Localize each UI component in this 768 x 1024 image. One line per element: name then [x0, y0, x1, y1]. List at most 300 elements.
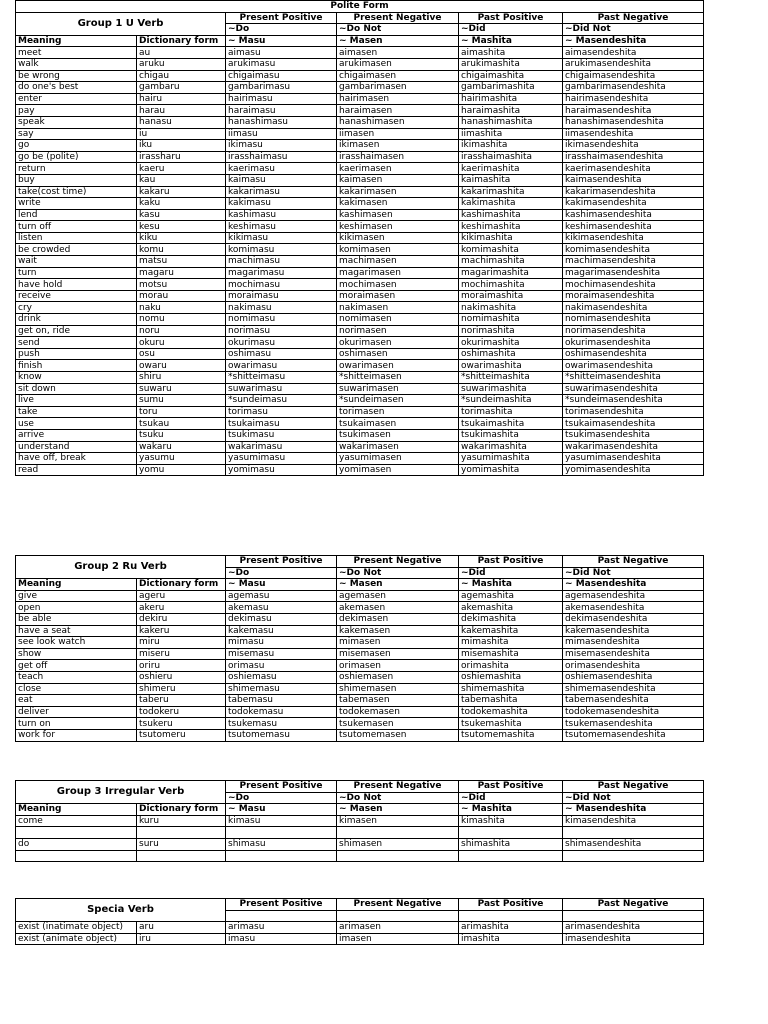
past-positive-cell: okurimashita — [459, 337, 563, 349]
dictionary-form-cell: yomu — [137, 464, 226, 476]
present-negative-cell: komimasen — [337, 244, 459, 256]
col-past-negative: Past Negative — [563, 781, 704, 793]
meaning-cell: go — [16, 140, 137, 152]
col-present-negative: Present Negative — [337, 556, 459, 568]
dictionary-form-cell: iku — [137, 140, 226, 152]
table-row — [16, 838, 704, 850]
meaning-cell: listen — [16, 232, 137, 244]
meaning-cell: send — [16, 337, 137, 349]
dictionary-form-cell: sumu — [137, 395, 226, 407]
dictionary-form-cell: aru — [137, 922, 226, 934]
present-negative-cell: haraimasen — [337, 105, 459, 117]
table-row — [16, 850, 704, 862]
present-positive-cell: arukimasu — [226, 58, 337, 70]
present-positive-cell: kakarimasu — [226, 186, 337, 198]
col-present-positive: Present Positive — [226, 12, 337, 24]
past-negative-cell: komimasendeshita — [563, 244, 704, 256]
present-positive-cell: akemasu — [226, 602, 337, 614]
present-negative-cell: tsukimasen — [337, 429, 459, 441]
present-negative-cell: irasshaimasen — [337, 151, 459, 163]
meaning-cell: drink — [16, 314, 137, 326]
col-present-positive: Present Positive — [226, 556, 337, 568]
past-negative-cell: arukimasendeshita — [563, 58, 704, 70]
dictionary-form-cell: kasu — [137, 209, 226, 221]
past-positive-cell: shimashita — [459, 838, 563, 850]
past-positive-cell: kaerimashita — [459, 163, 563, 175]
past-positive-cell: gambarimashita — [459, 82, 563, 94]
present-positive-cell: magarimasu — [226, 267, 337, 279]
dictionary-form-cell: todokeru — [137, 706, 226, 718]
past-positive-cell: oshiemashita — [459, 671, 563, 683]
past-positive-cell: *shitteimashita — [459, 372, 563, 384]
meaning-cell: do one's best — [16, 82, 137, 94]
dictionary-form-cell: irassharu — [137, 151, 226, 163]
group2-table — [15, 555, 704, 742]
present-negative-cell: kikimasen — [337, 232, 459, 244]
dictionary-form-cell: tsutomeru — [137, 729, 226, 741]
present-negative-cell: kakemasen — [337, 625, 459, 637]
table-row — [16, 93, 704, 105]
table-row — [16, 602, 704, 614]
meaning-cell: say — [16, 128, 137, 140]
past-negative-cell: kaerimasendeshita — [563, 163, 704, 175]
dictionary-form-cell: yasumu — [137, 453, 226, 465]
col-present-positive: Present Positive — [226, 899, 337, 911]
ending-header: ~ Masendeshita — [563, 35, 704, 47]
present-positive-cell: kikimasu — [226, 232, 337, 244]
past-negative-cell: kakemasendeshita — [563, 625, 704, 637]
present-negative-cell: kaimasen — [337, 174, 459, 186]
past-positive-cell: yasumimashita — [459, 453, 563, 465]
present-positive-cell: todokemasu — [226, 706, 337, 718]
past-negative-cell: akemasendeshita — [563, 602, 704, 614]
present-negative-cell: kashimasen — [337, 209, 459, 221]
meaning-cell — [16, 850, 137, 862]
past-positive-cell: akemashita — [459, 602, 563, 614]
table-row — [16, 372, 704, 384]
dictionary-form-cell: suru — [137, 838, 226, 850]
group-title: Group 2 Ru Verb — [16, 556, 226, 579]
present-positive-cell: dekimasu — [226, 613, 337, 625]
past-positive-cell: magarimashita — [459, 267, 563, 279]
table-row — [16, 82, 704, 94]
empty-cell — [226, 910, 337, 922]
table-row — [16, 151, 704, 163]
past-positive-cell: oshimashita — [459, 348, 563, 360]
past-negative-cell: norimasendeshita — [563, 325, 704, 337]
dictionary-form-cell — [137, 827, 226, 839]
dictionary-form-cell: kakaru — [137, 186, 226, 198]
meaning-cell: turn — [16, 267, 137, 279]
present-negative-cell: *shitteimasen — [337, 372, 459, 384]
past-positive-cell: komimashita — [459, 244, 563, 256]
past-negative-cell: wakarimasendeshita — [563, 441, 704, 453]
meaning-cell: do — [16, 838, 137, 850]
table-row — [16, 695, 704, 707]
past-positive-cell: shimemashita — [459, 683, 563, 695]
past-negative-cell: shimemasendeshita — [563, 683, 704, 695]
meaning-cell: turn off — [16, 221, 137, 233]
past-positive-cell: arimashita — [459, 922, 563, 934]
past-positive-cell: tsukimashita — [459, 429, 563, 441]
present-negative-cell: machimasen — [337, 256, 459, 268]
past-negative-cell: chigaimasendeshita — [563, 70, 704, 82]
past-negative-cell: oshimasendeshita — [563, 348, 704, 360]
meaning-cell: return — [16, 163, 137, 175]
dictionary-form-cell: okuru — [137, 337, 226, 349]
meaning-cell: sit down — [16, 383, 137, 395]
past-positive-cell: kimashita — [459, 815, 563, 827]
present-positive-cell: gambarimasu — [226, 82, 337, 94]
dictionary-form-cell: hairu — [137, 93, 226, 105]
past-negative-cell — [563, 850, 704, 862]
past-positive-cell: imashita — [459, 933, 563, 945]
present-negative-cell: misemasen — [337, 648, 459, 660]
past-negative-cell: mochimasendeshita — [563, 279, 704, 291]
table-row — [16, 302, 704, 314]
dictionary-form-cell: kau — [137, 174, 226, 186]
meaning-cell: meet — [16, 47, 137, 59]
table-row — [16, 337, 704, 349]
present-positive-cell: kaimasu — [226, 174, 337, 186]
present-positive-cell: kakemasu — [226, 625, 337, 637]
ending-header: ~ Masendeshita — [563, 804, 704, 816]
col-past-positive: Past Positive — [459, 899, 563, 911]
meaning-cell: get off — [16, 660, 137, 672]
past-negative-cell: hairimasendeshita — [563, 93, 704, 105]
present-positive-cell: mimasu — [226, 637, 337, 649]
ending-header: ~ Mashita — [459, 804, 563, 816]
table-row — [16, 279, 704, 291]
past-positive-cell: kakimashita — [459, 198, 563, 210]
present-positive-cell: agemasu — [226, 590, 337, 602]
group-title: Specia Verb — [16, 899, 226, 922]
past-negative-cell: orimasendeshita — [563, 660, 704, 672]
present-negative-cell: akemasen — [337, 602, 459, 614]
dictionary-form-cell: tsuku — [137, 429, 226, 441]
dictionary-form-cell: chigau — [137, 70, 226, 82]
table-row — [16, 590, 704, 602]
past-negative-cell: irasshaimasendeshita — [563, 151, 704, 163]
past-positive-cell: misemashita — [459, 648, 563, 660]
meaning-cell: close — [16, 683, 137, 695]
meaning-cell: buy — [16, 174, 137, 186]
present-negative-cell: kaerimasen — [337, 163, 459, 175]
empty-cell — [337, 910, 459, 922]
sub-header: ~Did — [459, 792, 563, 804]
table-row — [16, 383, 704, 395]
present-negative-cell: aimasen — [337, 47, 459, 59]
present-negative-cell: yasumimasen — [337, 453, 459, 465]
dictionary-form-cell: harau — [137, 105, 226, 117]
table-row — [16, 244, 704, 256]
present-negative-cell: keshimasen — [337, 221, 459, 233]
present-negative-cell: todokemasen — [337, 706, 459, 718]
sub-header: ~Did — [459, 567, 563, 579]
past-positive-cell: kikimashita — [459, 232, 563, 244]
past-negative-cell: moraimasendeshita — [563, 290, 704, 302]
meaning-cell: have a seat — [16, 625, 137, 637]
dictionary-form-cell: komu — [137, 244, 226, 256]
table-row — [16, 729, 704, 741]
table-row — [16, 671, 704, 683]
present-positive-cell: orimasu — [226, 660, 337, 672]
col-dictionary-form: Dictionary form — [137, 579, 226, 591]
past-positive-cell: irasshaimashita — [459, 151, 563, 163]
past-negative-cell: kikimasendeshita — [563, 232, 704, 244]
meaning-cell: know — [16, 372, 137, 384]
present-positive-cell: okurimasu — [226, 337, 337, 349]
present-negative-cell: arimasen — [337, 922, 459, 934]
present-positive-cell: shimasu — [226, 838, 337, 850]
meaning-cell: be wrong — [16, 70, 137, 82]
table-row — [16, 116, 704, 128]
ending-header: ~ Masu — [226, 804, 337, 816]
dictionary-form-cell: taberu — [137, 695, 226, 707]
past-negative-cell: *shitteimasendeshita — [563, 372, 704, 384]
present-negative-cell: moraimasen — [337, 290, 459, 302]
meaning-cell: enter — [16, 93, 137, 105]
table-row — [16, 922, 704, 934]
meaning-cell: live — [16, 395, 137, 407]
past-negative-cell: imasendeshita — [563, 933, 704, 945]
past-negative-cell: ikimasendeshita — [563, 140, 704, 152]
dictionary-form-cell: miru — [137, 637, 226, 649]
past-positive-cell: nakimashita — [459, 302, 563, 314]
meaning-cell: have off, break — [16, 453, 137, 465]
col-past-negative: Past Negative — [563, 899, 704, 911]
meaning-cell: work for — [16, 729, 137, 741]
past-positive-cell: wakarimashita — [459, 441, 563, 453]
present-positive-cell: tsukimasu — [226, 429, 337, 441]
col-past-positive: Past Positive — [459, 781, 563, 793]
present-positive-cell: tsukaimasu — [226, 418, 337, 430]
sub-header: ~Do — [226, 792, 337, 804]
meaning-cell: walk — [16, 58, 137, 70]
past-positive-cell: iimashita — [459, 128, 563, 140]
table-row — [16, 706, 704, 718]
past-positive-cell: yomimashita — [459, 464, 563, 476]
present-negative-cell: tsukemasen — [337, 718, 459, 730]
col-present-negative: Present Negative — [337, 899, 459, 911]
table-row — [16, 453, 704, 465]
present-positive-cell: imasu — [226, 933, 337, 945]
dictionary-form-cell: kaku — [137, 198, 226, 210]
past-negative-cell: yasumimasendeshita — [563, 453, 704, 465]
table-row — [16, 683, 704, 695]
table-row — [16, 718, 704, 730]
present-positive-cell: kaerimasu — [226, 163, 337, 175]
present-negative-cell: mochimasen — [337, 279, 459, 291]
present-positive-cell: arimasu — [226, 922, 337, 934]
present-negative-cell: owarimasen — [337, 360, 459, 372]
past-positive-cell: hairimashita — [459, 93, 563, 105]
present-negative-cell: kimasen — [337, 815, 459, 827]
present-negative-cell: gambarimasen — [337, 82, 459, 94]
ending-header: ~ Mashita — [459, 579, 563, 591]
past-positive-cell: suwarimashita — [459, 383, 563, 395]
col-present-negative: Present Negative — [337, 12, 459, 24]
table-row — [16, 815, 704, 827]
past-negative-cell: kakarimasendeshita — [563, 186, 704, 198]
present-positive-cell: moraimasu — [226, 290, 337, 302]
past-negative-cell: tabemasendeshita — [563, 695, 704, 707]
past-negative-cell: kakimasendeshita — [563, 198, 704, 210]
present-negative-cell — [337, 827, 459, 839]
group-title: Group 1 U Verb — [16, 12, 226, 35]
table-row — [16, 209, 704, 221]
present-negative-cell: mimasen — [337, 637, 459, 649]
past-negative-cell: nomimasendeshita — [563, 314, 704, 326]
sub-header: ~Do — [226, 567, 337, 579]
past-negative-cell: tsukemasendeshita — [563, 718, 704, 730]
present-positive-cell: tabemasu — [226, 695, 337, 707]
past-positive-cell: ikimashita — [459, 140, 563, 152]
table-row — [16, 140, 704, 152]
meaning-cell: be able — [16, 613, 137, 625]
past-positive-cell: todokemashita — [459, 706, 563, 718]
col-present-negative: Present Negative — [337, 781, 459, 793]
table-row — [16, 360, 704, 372]
table-row — [16, 406, 704, 418]
sub-header: ~Do Not — [337, 567, 459, 579]
table-row — [16, 827, 704, 839]
dictionary-form-cell: morau — [137, 290, 226, 302]
past-negative-cell: *sundeimasendeshita — [563, 395, 704, 407]
past-positive-cell: hanashimashita — [459, 116, 563, 128]
dictionary-form-cell — [137, 850, 226, 862]
past-positive-cell: tabemashita — [459, 695, 563, 707]
past-negative-cell: iimasendeshita — [563, 128, 704, 140]
past-positive-cell: owarimashita — [459, 360, 563, 372]
dictionary-form-cell: shiru — [137, 372, 226, 384]
present-positive-cell: yomimasu — [226, 464, 337, 476]
present-positive-cell — [226, 850, 337, 862]
table-row — [16, 660, 704, 672]
dictionary-form-cell: au — [137, 47, 226, 59]
ending-header: ~ Masu — [226, 579, 337, 591]
past-positive-cell: haraimashita — [459, 105, 563, 117]
dictionary-form-cell: magaru — [137, 267, 226, 279]
meaning-cell: use — [16, 418, 137, 430]
present-positive-cell: shimemasu — [226, 683, 337, 695]
dictionary-form-cell: miseru — [137, 648, 226, 660]
past-positive-cell: kaimashita — [459, 174, 563, 186]
past-negative-cell: tsukimasendeshita — [563, 429, 704, 441]
meaning-cell: finish — [16, 360, 137, 372]
group-title: Group 3 Irregular Verb — [16, 781, 226, 804]
present-positive-cell: yasumimasu — [226, 453, 337, 465]
dictionary-form-cell: kiku — [137, 232, 226, 244]
meaning-cell: exist (inatimate object) — [16, 922, 137, 934]
meaning-cell: have hold — [16, 279, 137, 291]
ending-header: ~ Mashita — [459, 35, 563, 47]
past-negative-cell: shimasendeshita — [563, 838, 704, 850]
ending-header: ~ Masendeshita — [563, 579, 704, 591]
past-positive-cell — [459, 827, 563, 839]
meaning-cell: wait — [16, 256, 137, 268]
dictionary-form-cell: ageru — [137, 590, 226, 602]
col-past-positive: Past Positive — [459, 12, 563, 24]
present-negative-cell: shimemasen — [337, 683, 459, 695]
dictionary-form-cell: gambaru — [137, 82, 226, 94]
col-meaning: Meaning — [16, 804, 137, 816]
meaning-cell: cry — [16, 302, 137, 314]
meaning-cell: eat — [16, 695, 137, 707]
present-positive-cell: torimasu — [226, 406, 337, 418]
past-negative-cell: dekimasendeshita — [563, 613, 704, 625]
dictionary-form-cell: matsu — [137, 256, 226, 268]
present-negative-cell: hanashimasen — [337, 116, 459, 128]
past-positive-cell: nomimashita — [459, 314, 563, 326]
sub-header: ~Do Not — [337, 792, 459, 804]
present-negative-cell: imasen — [337, 933, 459, 945]
dictionary-form-cell: shimeru — [137, 683, 226, 695]
present-positive-cell: suwarimasu — [226, 383, 337, 395]
past-negative-cell: arimasendeshita — [563, 922, 704, 934]
present-positive-cell: *shitteimasu — [226, 372, 337, 384]
dictionary-form-cell: toru — [137, 406, 226, 418]
past-negative-cell: haraimasendeshita — [563, 105, 704, 117]
meaning-cell: come — [16, 815, 137, 827]
dictionary-form-cell: osu — [137, 348, 226, 360]
past-negative-cell: torimasendeshita — [563, 406, 704, 418]
dictionary-form-cell: noru — [137, 325, 226, 337]
past-negative-cell: kimasendeshita — [563, 815, 704, 827]
present-negative-cell: tsutomemasen — [337, 729, 459, 741]
past-negative-cell: tsutomemasendeshita — [563, 729, 704, 741]
meaning-cell — [16, 827, 137, 839]
empty-cell — [459, 910, 563, 922]
dictionary-form-cell: owaru — [137, 360, 226, 372]
meaning-cell: take — [16, 406, 137, 418]
dictionary-form-cell: tsukau — [137, 418, 226, 430]
past-positive-cell: dekimashita — [459, 613, 563, 625]
table-row — [16, 441, 704, 453]
past-positive-cell: kakarimashita — [459, 186, 563, 198]
table-row — [16, 429, 704, 441]
meaning-cell: turn on — [16, 718, 137, 730]
present-negative-cell: nakimasen — [337, 302, 459, 314]
group3-table-body — [16, 781, 704, 862]
past-positive-cell: keshimashita — [459, 221, 563, 233]
present-negative-cell: norimasen — [337, 325, 459, 337]
present-negative-cell: nomimasen — [337, 314, 459, 326]
present-positive-cell: kakimasu — [226, 198, 337, 210]
past-positive-cell: kashimashita — [459, 209, 563, 221]
col-dictionary-form: Dictionary form — [137, 804, 226, 816]
past-negative-cell: okurimasendeshita — [563, 337, 704, 349]
meaning-cell: speak — [16, 116, 137, 128]
past-negative-cell: todokemasendeshita — [563, 706, 704, 718]
col-past-negative: Past Negative — [563, 12, 704, 24]
past-negative-cell: oshiemasendeshita — [563, 671, 704, 683]
present-negative-cell: kakarimasen — [337, 186, 459, 198]
past-positive-cell: *sundeimashita — [459, 395, 563, 407]
dictionary-form-cell: iru — [137, 933, 226, 945]
table-row — [16, 933, 704, 945]
dictionary-form-cell: tsukeru — [137, 718, 226, 730]
table-row — [16, 221, 704, 233]
group3-table — [15, 780, 704, 862]
dictionary-form-cell: kesu — [137, 221, 226, 233]
table-row — [16, 348, 704, 360]
present-positive-cell: hairimasu — [226, 93, 337, 105]
meaning-cell: show — [16, 648, 137, 660]
dictionary-form-cell: akeru — [137, 602, 226, 614]
present-positive-cell: mochimasu — [226, 279, 337, 291]
meaning-cell: deliver — [16, 706, 137, 718]
